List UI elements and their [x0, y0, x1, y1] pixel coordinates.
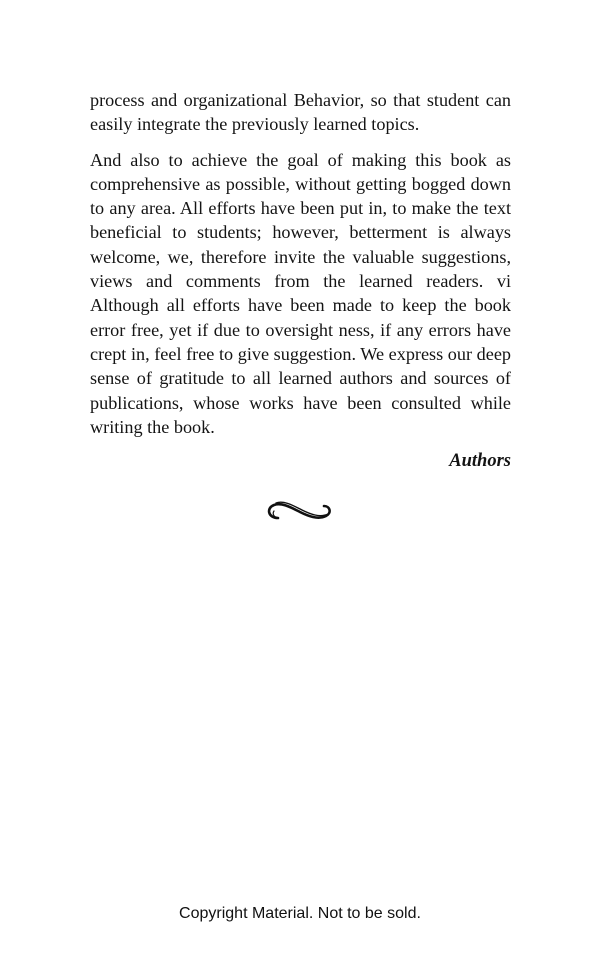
paragraph-acknowledgement: And also to achieve the goal of making this book as comprehensive as possible, without getting bogged down to any area. All efforts have been put in, to make the text beneficial to students; however, betterment is always welcome, we, therefore invite the valuable suggestions, views and comments from the learned readers. vi Although all efforts have been made to keep the book error free, yet if due to oversight ness, if any errors have crept in, feel free to give suggestion. We express our deep sense of gratitude to all learned authors and sources of publications, whose works have been consulted while writing the book. — [90, 149, 511, 437]
signature-authors: Authors — [449, 451, 511, 472]
paragraph-intro-continuation: process and organizational Behavior, so that student can easily integrate the previously learned topics. — [90, 90, 511, 135]
swirl-divider-icon — [264, 496, 336, 524]
page-body — [90, 88, 511, 473]
copyright-footer: Copyright Material. Not to be sold. — [179, 905, 421, 922]
